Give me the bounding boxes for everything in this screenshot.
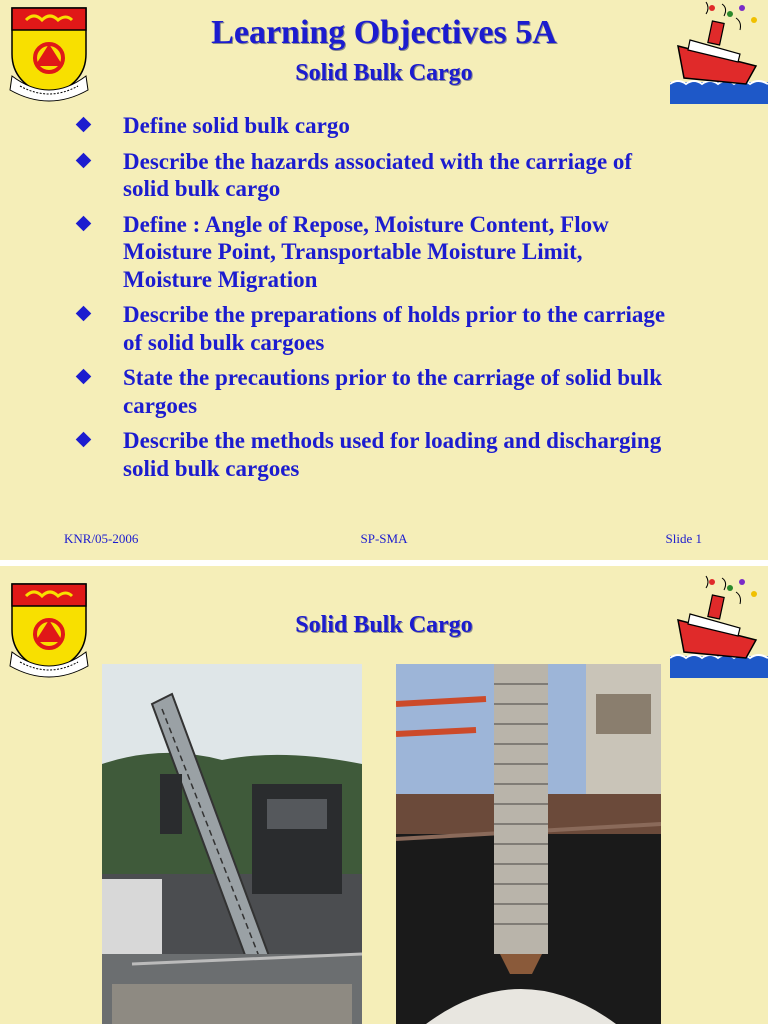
diamond-bullet-icon — [76, 152, 92, 168]
list-item: Define : Angle of Repose, Moisture Content, Flow Moisture Point, Transportable Moisture Limit, Moisture Migration — [72, 211, 742, 294]
diamond-bullet-icon — [76, 432, 92, 448]
footer-center: SP-SMA — [360, 531, 408, 546]
footer-code: KNR/05-2006 — [64, 531, 139, 546]
diamond-bullet-icon — [76, 117, 92, 133]
objectives-list — [72, 112, 742, 490]
slide-2 — [0, 566, 768, 1024]
slide-title: Learning Objectives 5A — [211, 14, 557, 51]
slide-subtitle: Solid Bulk Cargo — [295, 60, 473, 86]
loading-spout-photo — [396, 664, 661, 1024]
list-item: Define solid bulk cargo — [72, 112, 742, 140]
list-item: Describe the methods used for loading and discharging solid bulk cargoes — [72, 427, 742, 482]
diamond-bullet-icon — [76, 369, 92, 385]
diamond-bullet-icon — [76, 306, 92, 322]
list-item: Describe the preparations of holds prior to the carriage of solid bulk cargoes — [72, 301, 742, 356]
diamond-bullet-icon — [76, 215, 92, 231]
footer-slide-number: Slide 1 — [665, 531, 702, 546]
slide-title: Solid Bulk Cargo — [295, 612, 473, 638]
list-item: Describe the hazards associated with the carriage of solid bulk cargo — [72, 148, 742, 203]
list-item: State the precautions prior to the carriage of solid bulk cargoes — [72, 364, 742, 419]
ship-loader-photo — [102, 664, 362, 1024]
